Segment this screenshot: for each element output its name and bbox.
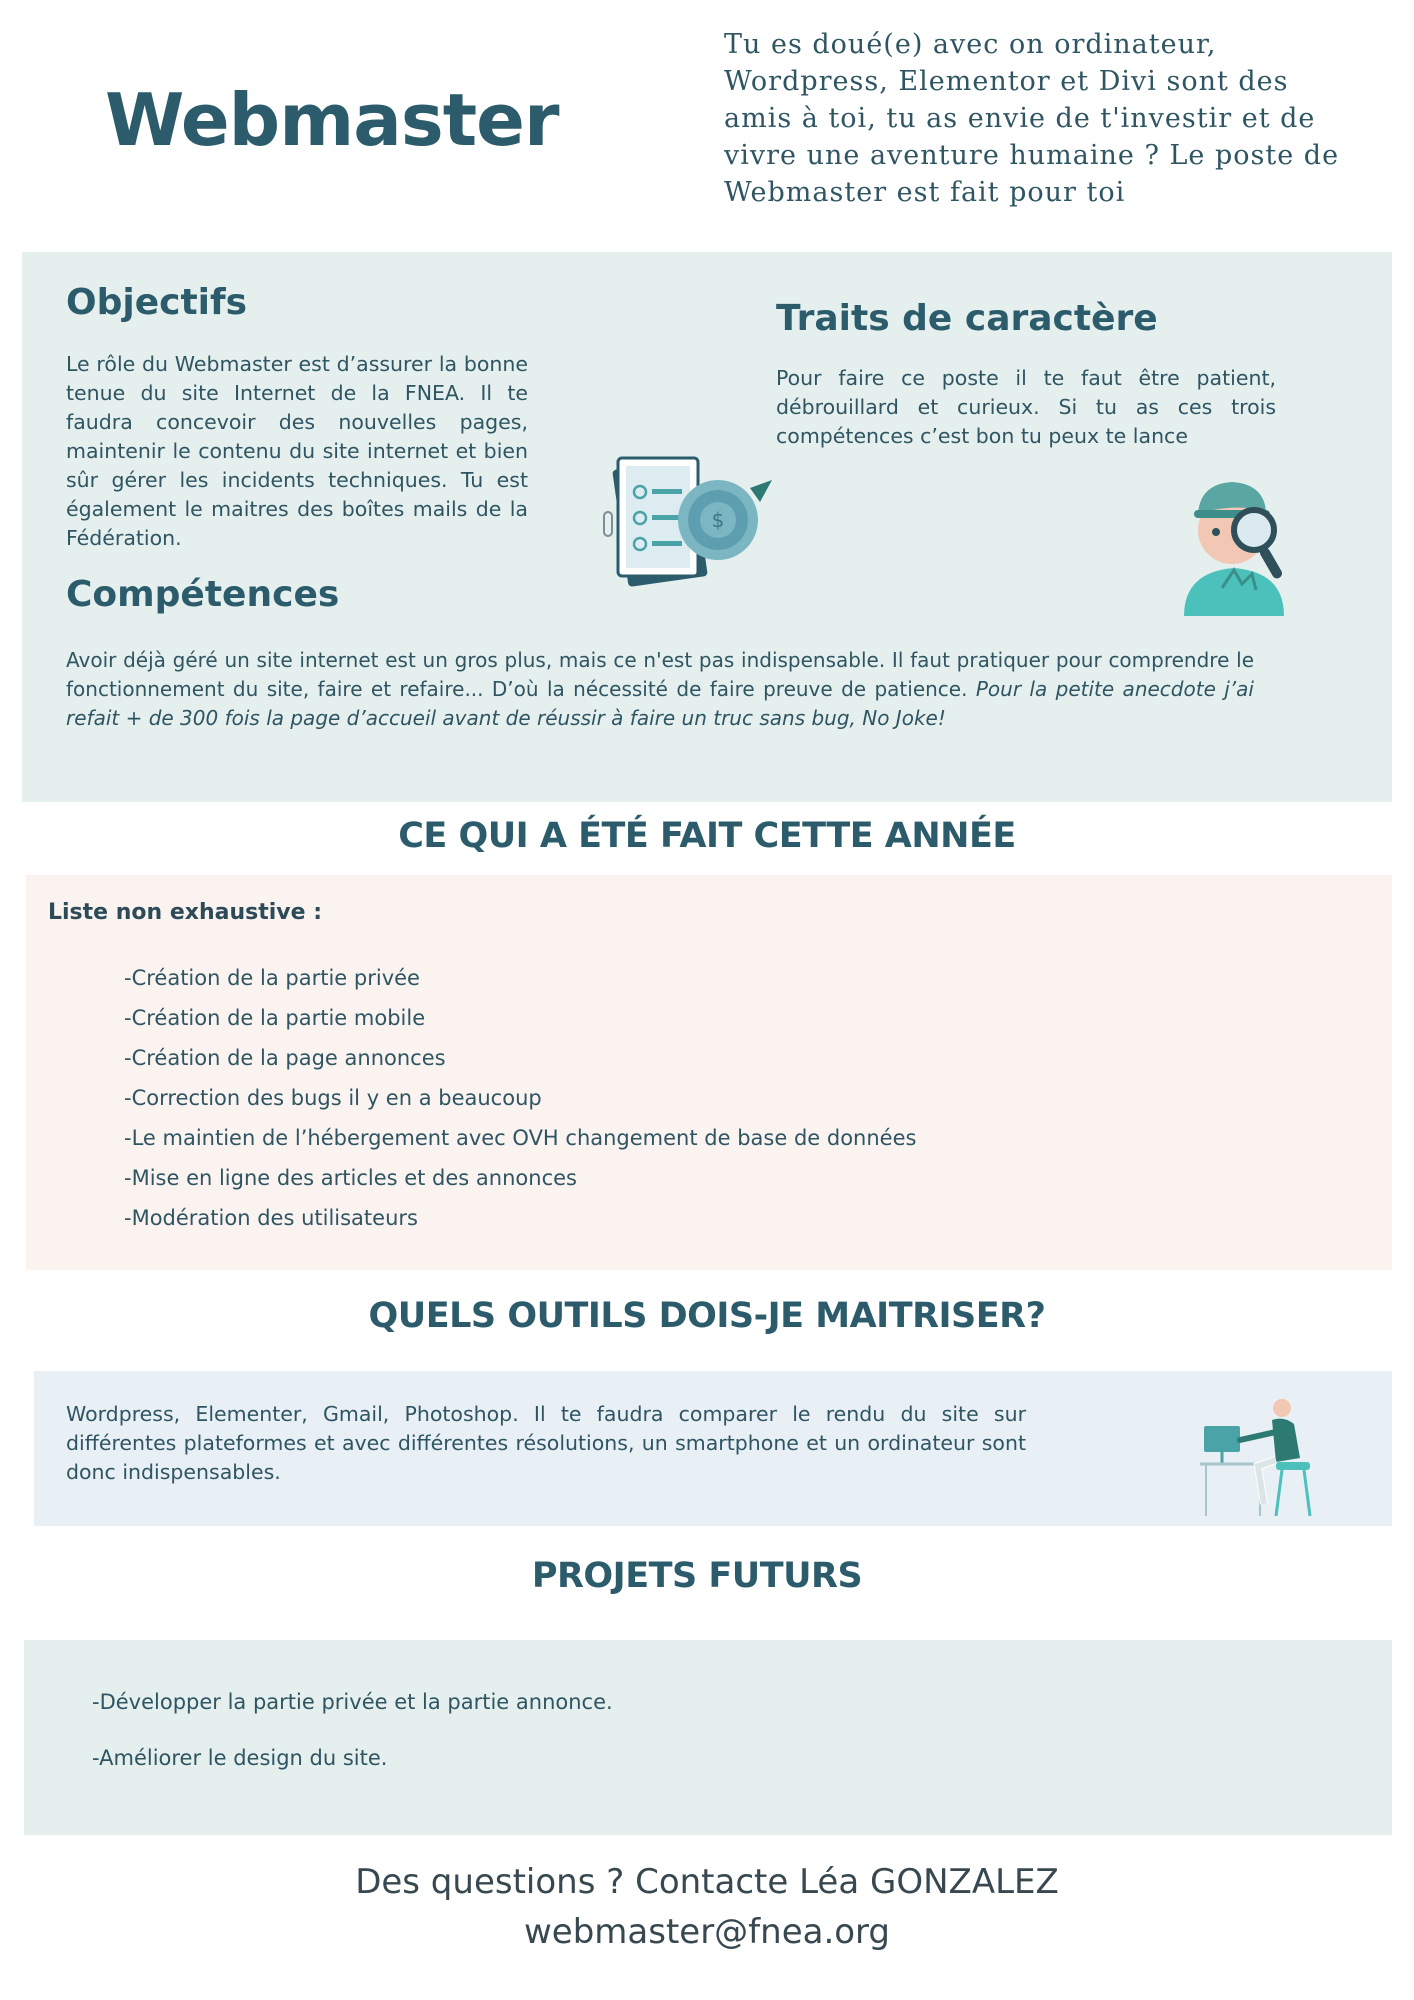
traits-heading: Traits de caractère bbox=[776, 298, 1158, 339]
future-heading: PROJETS FUTURS bbox=[531, 1556, 863, 1596]
objectifs-heading: Objectifs bbox=[66, 282, 248, 323]
future-list bbox=[92, 1674, 613, 1786]
traits-text: Pour faire ce poste il te faut être patient, débrouillard et curieux. Si tu as ces trois compétences c’est bon tu peux te lance bbox=[776, 366, 1276, 448]
competences-heading: Compétences bbox=[66, 574, 340, 615]
list-item: -Mise en ligne des articles et des annonces bbox=[124, 1166, 577, 1190]
list-item: -Modération des utilisateurs bbox=[124, 1206, 418, 1230]
svg-text:$: $ bbox=[711, 508, 725, 532]
list-item: -Création de la partie privée bbox=[124, 966, 420, 990]
competences-main-text: Avoir déjà géré un site internet est un gros plus, mais ce n'est pas indispensable. Il faut pratiquer pour comprendre le fonctionnement du site, faire et refaire... D’où la nécessité de faire preuve de patience. bbox=[66, 648, 1254, 701]
detective-person-icon bbox=[1170, 468, 1300, 616]
list-item: -Développer la partie privée et la partie annonce. bbox=[92, 1690, 613, 1714]
person-at-computer-icon bbox=[1200, 1392, 1320, 1518]
tools-heading: QUELS OUTILS DOIS-JE MAITRISER? bbox=[368, 1296, 1046, 1336]
contact-email[interactable]: webmaster@fnea.org bbox=[523, 1912, 891, 1952]
checklist-target-icon bbox=[600, 450, 780, 600]
list-item: -Création de la partie mobile bbox=[124, 1006, 426, 1030]
contact-line: Des questions ? Contacte Léa GONZALEZ bbox=[355, 1862, 1059, 1902]
done-heading: CE QUI A ÉTÉ FAIT CETTE ANNÉE bbox=[398, 816, 1016, 856]
intro-text: Tu es doué(e) avec on ordinateur, Wordpress, Elementor et Divi sont des amis à toi, tu as envie de t'investir et de vivre une aventure humaine ? Le poste de Webmaster est fait pour toi bbox=[724, 29, 1340, 208]
competences-text bbox=[66, 646, 1254, 733]
list-item: -Améliorer le design du site. bbox=[92, 1746, 388, 1770]
tools-text: Wordpress, Elementer, Gmail, Photoshop. Il te faudra comparer le rendu du site sur différentes plateformes et avec différentes résolutions, un smartphone et un ordinateur sont donc indispensables. bbox=[66, 1402, 1026, 1484]
page-title: Webmaster bbox=[105, 78, 559, 162]
list-item: -Création de la page annonces bbox=[124, 1046, 446, 1070]
objectifs-text: Le rôle du Webmaster est d’assurer la bonne tenue du site Internet de la FNEA. Il te faudra concevoir des nouvelles pages, maintenir le contenu du site internet et bien sûr gérer les incidents techniques. Tu est également le maitres des boîtes mails de la Fédération. bbox=[66, 352, 528, 550]
competences-anecdote: Pour la petite anecdote j’ai refait + de 300 fois la page d’accueil avant de réussir à faire un truc sans bug, No Joke! bbox=[66, 677, 1254, 730]
list-item: -Correction des bugs il y en a beaucoup bbox=[124, 1086, 542, 1110]
list-item: -Le maintien de l’hébergement avec OVH changement de base de données bbox=[124, 1126, 917, 1150]
done-list-title: Liste non exhaustive : bbox=[48, 900, 323, 925]
done-list bbox=[124, 958, 916, 1238]
